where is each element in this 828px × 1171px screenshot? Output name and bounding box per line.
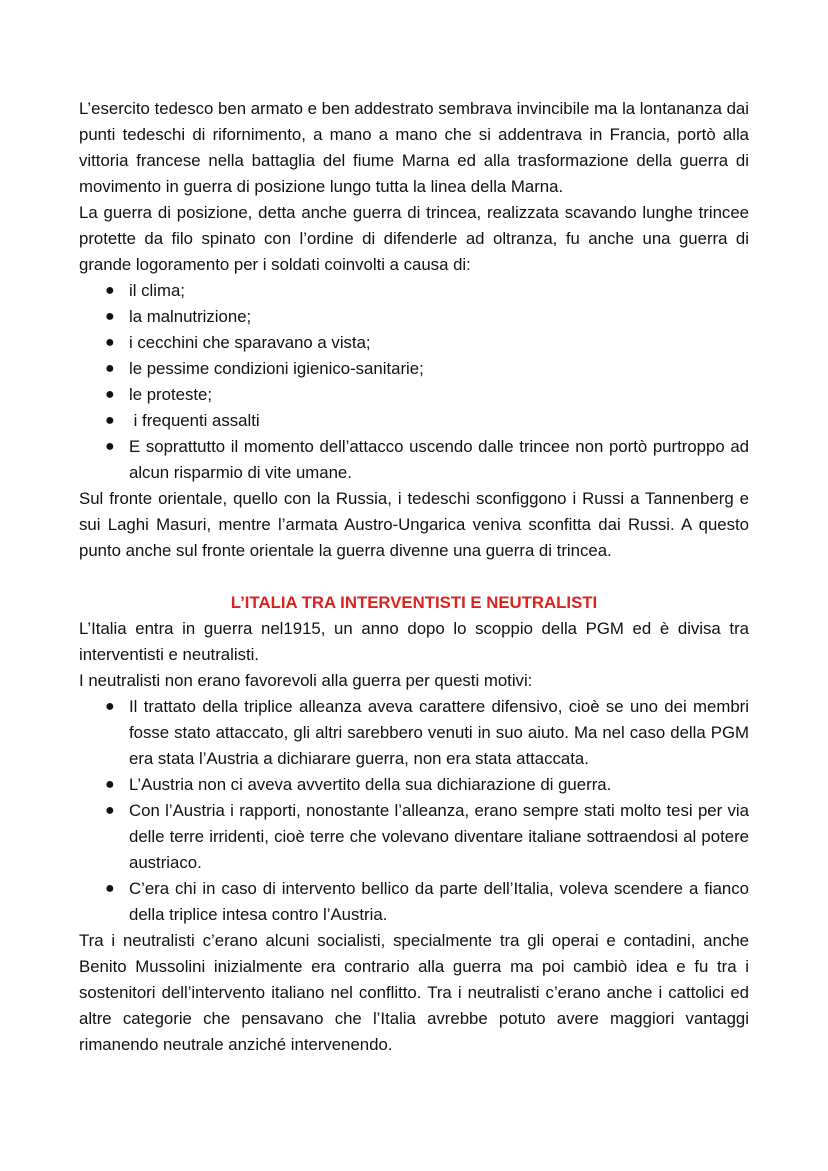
document-page <box>79 96 749 1058</box>
list-item <box>79 330 749 356</box>
list-item-text: le proteste; <box>129 385 213 404</box>
list-item-text: il clima; <box>129 281 185 300</box>
list-item-text: L’Austria non ci aveva avvertito della sua dichiarazione di guerra. <box>129 775 612 794</box>
paragraph-italy-enters-war: L’Italia entra in guerra nel1915, un anno dopo lo scoppio della PGM ed è divisa tra interventisti e neutralisti. <box>79 619 749 664</box>
list-item <box>79 356 749 382</box>
bullet-icon: ● <box>105 880 115 897</box>
bullet-icon: ● <box>105 282 115 299</box>
list-item <box>79 876 749 928</box>
paragraph-marne-battle: L’esercito tedesco ben armato e ben addestrato sembrava invincibile ma la lontananza dai punti tedeschi di rifornimento, a mano a mano che si addentrava in Francia, portò alla vittoria francese nella battaglia del fiume Marna ed alla trasformazione della guerra di movimento in guerra di posizione lungo tutta la linea della Marna. <box>79 99 749 196</box>
list-item-text: E soprattutto il momento dell’attacco uscendo dalle trincee non portò purtroppo ad alcun risparmio di vite umane. <box>129 437 749 482</box>
bullet-icon: ● <box>105 412 115 429</box>
list-item-text: Con l’Austria i rapporti, nonostante l’alleanza, erano sempre stati molto tesi per via delle terre irridenti, cioè terre che volevano diventare italiane sottraendosi al potere austriaco. <box>129 801 749 872</box>
list-item-text: la malnutrizione; <box>129 307 252 326</box>
list-item <box>79 798 749 876</box>
list-item <box>79 434 749 486</box>
list-item-text: le pessime condizioni igienico-sanitarie; <box>129 359 424 378</box>
paragraph-eastern-front: Sul fronte orientale, quello con la Russia, i tedeschi sconfiggono i Russi a Tannenberg e sui Laghi Masuri, mentre l’armata Austro-Ungarica veniva sconfitta dai Russi. A questo punto anche sul fronte orientale la guerra divenne una guerra di trincea. <box>79 489 749 560</box>
bullet-icon: ● <box>105 438 115 455</box>
section-heading: L’ITALIA TRA INTERVENTISTI E NEUTRALISTI <box>230 593 598 612</box>
list-item <box>79 408 749 434</box>
list-attrition-causes <box>79 278 749 486</box>
paragraph-trench-warfare: La guerra di posizione, detta anche guerra di trincea, realizzata scavando lunghe trincee protette da filo spinato con l’ordine di difenderle ad oltranza, fu anche una guerra di grande logoramento per i soldati coinvolti a causa di: <box>79 203 749 274</box>
bullet-icon: ● <box>105 698 115 715</box>
list-item <box>79 278 749 304</box>
bullet-icon: ● <box>105 334 115 351</box>
paragraph-neutralists: Tra i neutralisti c’erano alcuni socialisti, specialmente tra gli operai e contadini, anche Benito Mussolini inizialmente era contrario alla guerra ma poi cambiò idea e fu tra i sostenitori dell’intervento italiano nel conflitto. Tra i neutralisti c’erano anche i cattolici ed altre categorie che pensavano che l’Italia avrebbe potuto avere maggiori vantaggi rimanendo neutrale anziché intervenendo. <box>79 931 749 1054</box>
bullet-icon: ● <box>105 776 115 793</box>
paragraph-neutralist-reasons: I neutralisti non erano favorevoli alla guerra per questi motivi: <box>79 671 533 690</box>
list-item-text: i frequenti assalti <box>129 411 260 430</box>
bullet-icon: ● <box>105 360 115 377</box>
list-neutralist-reasons <box>79 694 749 928</box>
list-item-text: Il trattato della triplice alleanza aveva carattere difensivo, cioè se uno dei membri fosse stato attaccato, gli altri sarebbero venuti in suo aiuto. Ma nel caso della PGM era stata l’Austria a dichiarare guerra, non era stata attaccata. <box>129 697 749 768</box>
list-item <box>79 304 749 330</box>
list-item-text: i cecchini che sparavano a vista; <box>129 333 371 352</box>
bullet-icon: ● <box>105 802 115 819</box>
bullet-icon: ● <box>105 386 115 403</box>
list-item-text: C’era chi in caso di intervento bellico da parte dell’Italia, voleva scendere a fianco della triplice intesa contro l’Austria. <box>129 879 749 924</box>
list-item <box>79 772 749 798</box>
bullet-icon: ● <box>105 308 115 325</box>
list-item <box>79 382 749 408</box>
list-item <box>79 694 749 772</box>
